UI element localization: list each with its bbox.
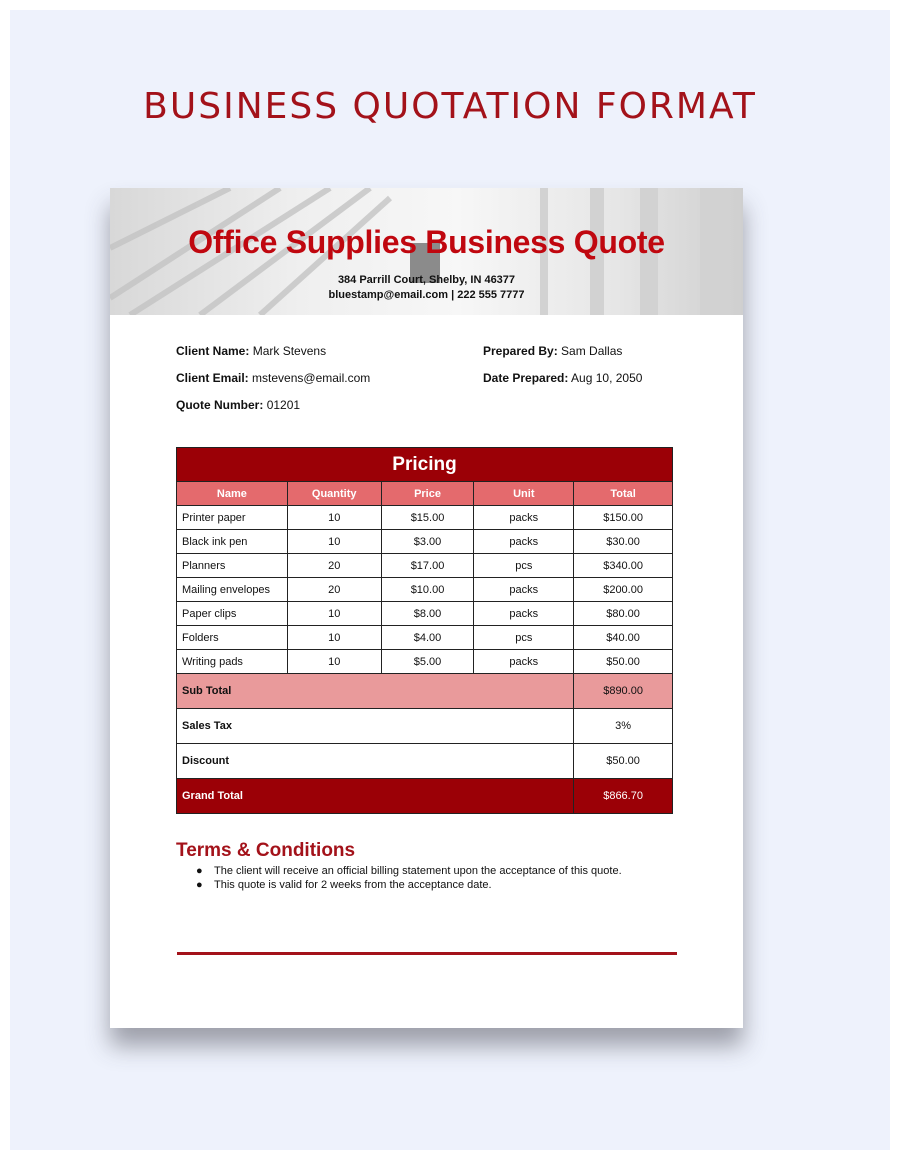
table-cell: pcs xyxy=(474,554,574,578)
table-cell: $340.00 xyxy=(574,554,673,578)
table-cell: $40.00 xyxy=(574,626,673,650)
header-banner-image xyxy=(110,188,743,315)
client-name-field xyxy=(176,344,326,358)
bullet-icon: ● xyxy=(196,865,203,877)
value: Sam Dallas xyxy=(561,344,623,358)
table-cell: packs xyxy=(474,530,574,554)
footer-divider xyxy=(177,952,677,955)
terms-list xyxy=(196,865,622,893)
table-cell: 10 xyxy=(287,626,381,650)
summary-label: Sales Tax xyxy=(177,709,574,744)
date-prepared-field xyxy=(483,371,642,385)
table-cell: pcs xyxy=(474,626,574,650)
label: Client Email: xyxy=(176,371,249,385)
summary-label: Grand Total xyxy=(177,779,574,814)
table-cell: packs xyxy=(474,578,574,602)
value: mstevens@email.com xyxy=(252,371,371,385)
column-header-quantity: Quantity xyxy=(287,482,381,506)
table-cell: $5.00 xyxy=(381,650,474,674)
summary-label: Sub Total xyxy=(177,674,574,709)
company-address: 384 Parrill Court, Shelby, IN 46377 xyxy=(337,274,516,286)
table-cell: Planners xyxy=(177,554,288,578)
summary-row xyxy=(177,744,673,779)
table-cell: $50.00 xyxy=(574,650,673,674)
table-cell: 10 xyxy=(287,530,381,554)
table-cell: $80.00 xyxy=(574,602,673,626)
table-row xyxy=(177,626,673,650)
column-header-unit: Unit xyxy=(474,482,574,506)
terms-item xyxy=(196,879,622,893)
table-row xyxy=(177,602,673,626)
table-cell: packs xyxy=(474,602,574,626)
summary-label: Discount xyxy=(177,744,574,779)
terms-text: This quote is valid for 2 weeks from the acceptance date. xyxy=(214,879,492,891)
terms-text: The client will receive an official billing statement upon the acceptance of this quote. xyxy=(214,865,622,877)
terms-heading: Terms & Conditions xyxy=(176,840,356,861)
terms-item xyxy=(196,865,622,879)
table-cell: Paper clips xyxy=(177,602,288,626)
table-cell: packs xyxy=(474,650,574,674)
company-contact: bluestamp@email.com | 222 555 7777 xyxy=(328,289,525,301)
table-cell: Printer paper xyxy=(177,506,288,530)
table-cell: 20 xyxy=(287,578,381,602)
table-cell: 10 xyxy=(287,602,381,626)
document-title: Office Supplies Business Quote xyxy=(188,224,665,260)
table-cell: $30.00 xyxy=(574,530,673,554)
table-row xyxy=(177,578,673,602)
table-cell: $3.00 xyxy=(381,530,474,554)
value: Aug 10, 2050 xyxy=(571,371,643,385)
table-cell: Mailing envelopes xyxy=(177,578,288,602)
column-header-name: Name xyxy=(177,482,288,506)
label: Date Prepared: xyxy=(483,371,569,385)
value: 01201 xyxy=(266,398,301,412)
summary-value: $890.00 xyxy=(574,674,673,709)
quote-document xyxy=(110,188,743,1028)
value: Mark Stevens xyxy=(252,344,327,358)
table-cell: $17.00 xyxy=(381,554,474,578)
table-cell: Folders xyxy=(177,626,288,650)
label: Client Name: xyxy=(176,344,250,358)
prepared-by-field xyxy=(483,344,622,358)
summary-row xyxy=(177,709,673,744)
table-cell: $8.00 xyxy=(381,602,474,626)
table-cell: $200.00 xyxy=(574,578,673,602)
column-header-price: Price xyxy=(381,482,474,506)
quote-number-field xyxy=(176,398,300,412)
summary-row xyxy=(177,779,673,814)
table-cell: 10 xyxy=(287,650,381,674)
table-row xyxy=(177,650,673,674)
table-row xyxy=(177,530,673,554)
summary-row xyxy=(177,674,673,709)
pricing-title: Pricing xyxy=(177,448,673,482)
table-row xyxy=(177,506,673,530)
client-email-field xyxy=(176,371,370,385)
table-row xyxy=(177,554,673,578)
summary-value: $866.70 xyxy=(574,779,673,814)
table-cell: Black ink pen xyxy=(177,530,288,554)
table-cell: $15.00 xyxy=(381,506,474,530)
table-cell: 10 xyxy=(287,506,381,530)
pricing-table xyxy=(176,447,673,814)
column-header-total: Total xyxy=(574,482,673,506)
table-cell: $150.00 xyxy=(574,506,673,530)
table-cell: packs xyxy=(474,506,574,530)
table-cell: Writing pads xyxy=(177,650,288,674)
table-cell: 20 xyxy=(287,554,381,578)
table-cell: $4.00 xyxy=(381,626,474,650)
table-cell: $10.00 xyxy=(381,578,474,602)
bullet-icon: ● xyxy=(196,879,203,891)
label: Quote Number: xyxy=(176,398,264,412)
page-title: BUSINESS QUOTATION FORMAT xyxy=(143,86,757,127)
summary-value: $50.00 xyxy=(574,744,673,779)
label: Prepared By: xyxy=(483,344,558,358)
summary-value: 3% xyxy=(574,709,673,744)
